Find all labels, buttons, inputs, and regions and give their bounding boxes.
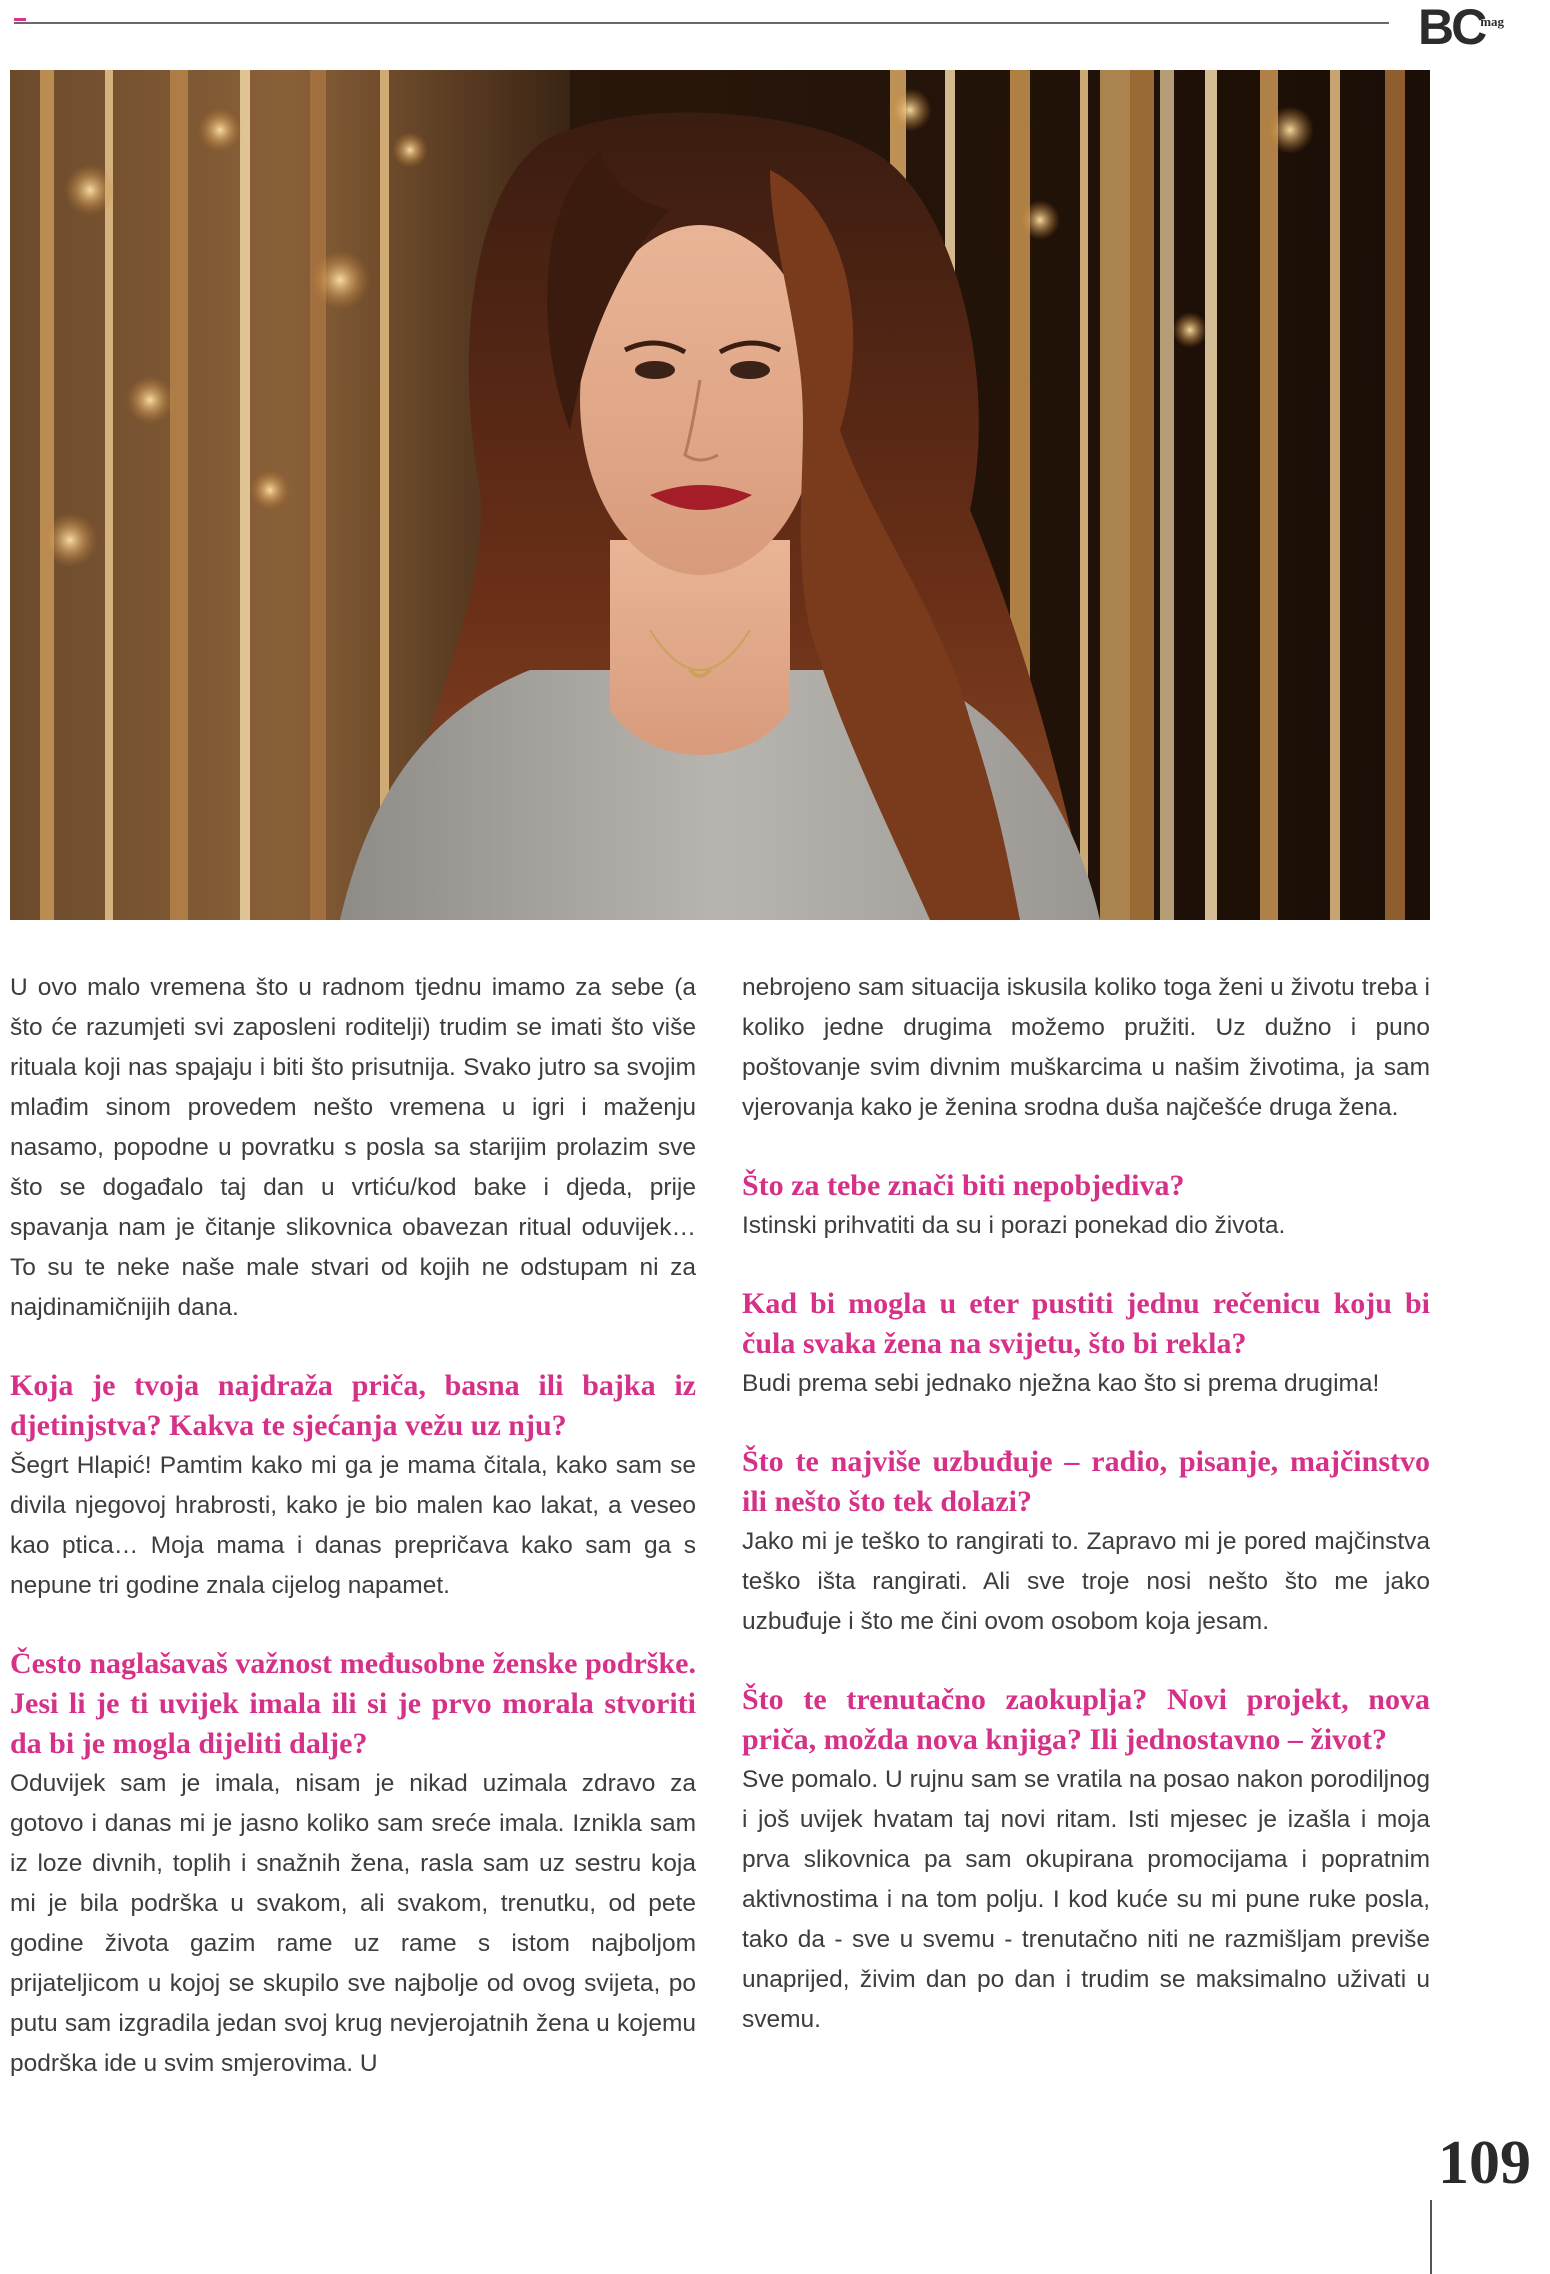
- corner-mark: [14, 18, 26, 21]
- page-number: 109: [1438, 2129, 1531, 2197]
- question-heading: Što te trenutačno zaokuplja? Novi projekt, nova priča, možda nova knjiga? Ili jednostavno – život?: [742, 1683, 1430, 1756]
- answer-paragraph: Budi prema sebi jednako nježna kao što si prema drugima!: [742, 1370, 1380, 1397]
- question-heading: Kad bi mogla u eter pustiti jednu rečenicu koju bi čula svaka žena na svijetu, što bi rekla?: [742, 1287, 1430, 1360]
- column-left: [10, 968, 696, 2084]
- answer-paragraph: Oduvijek sam je imala, nisam je nikad uzimala zdravo za gotovo i danas mi je jasno koliko sam sreće imala. Iznikla sam iz loze divnih, toplih i snažnih žena, rasla sam uz sestru koja mi je bila podrška u svakom, ali svakom, trenutku, od pete godine života gazim rame uz rame s istom najboljom prijateljicom u kojoj se skupilo sve najbolje od ovog svijeta, po putu sam izgradila jedan svoj krug nevjerojatnih žena u kojemu podrška ide u svim smjerovima. U: [10, 1770, 696, 2077]
- intro-paragraph: U ovo malo vremena što u radnom tjednu imamo za sebe (a što će razumjeti svi zaposleni roditelji) trudim se imati što više rituala koji nas spajaju i biti što prisutnija. Svako jutro sa svojim mlađim sinom provedem nešto vremena u igri i maženju nasamo, popodne u povratku s posla sa starijim prolazim sve što se događalo taj dan u vrtiću/kod bake i djeda, prije spavanja nam je čitanje slikovnica obavezan ritual oduvijek… To su te neke naše male stvari od kojih ne odstupam ni za najdinamičnijih dana.: [10, 974, 696, 1321]
- portrait-illustration: [10, 70, 1430, 920]
- question-heading: Često naglašavaš važnost međusobne ženske podrške. Jesi li je ti uvijek imala ili si je prvo morala stvoriti da bi je mogla dijeliti dalje?: [10, 1647, 696, 1760]
- header-rule: [14, 22, 1389, 24]
- question-heading: Koja je tvoja najdraža priča, basna ili bajka iz djetinjstva? Kakva te sjećanja vežu uz nju?: [10, 1369, 696, 1442]
- answer-paragraph: Istinski prihvatiti da su i porazi ponekad dio života.: [742, 1212, 1286, 1239]
- answer-paragraph: Sve pomalo. U rujnu sam se vratila na posao nakon porodiljnog i još uvijek hvatam taj novi ritam. Isti mjesec je izašla i moja prva slikovnica pa sam okupirana promocijama i popratnim aktivnostima i na tom polju. I kod kuće su mi pune ruke posla, tako da - sve u svemu - trenutačno niti ne razmišljam previše unaprijed, živim dan po dan i trudim se maksimalno uživati u svemu.: [742, 1766, 1430, 2033]
- portrait-photo: [10, 70, 1430, 920]
- page-number-rule: [1430, 2200, 1432, 2274]
- logo-sub: mag: [1480, 14, 1505, 29]
- magazine-logo: [1418, 0, 1504, 60]
- logo-text: BC: [1418, 0, 1485, 55]
- answer-paragraph: Šegrt Hlapić! Pamtim kako mi ga je mama čitala, kako sam se divila njegovoj hrabrosti, kako je bio malen kao lakat, a veseo kao ptica… Moja mama i danas prepričava kako sam ga s nepune tri godine znala cijelog napamet.: [10, 1452, 696, 1599]
- question-heading: Što za tebe znači biti nepobjediva?: [742, 1169, 1185, 1202]
- answer-paragraph: Jako mi je teško to rangirati to. Zapravo mi je pored majčinstva teško išta rangirati. Ali sve troje nosi nešto što me jako uzbuđuje i što me čini ovom osobom koja jesam.: [742, 1528, 1430, 1635]
- column-right: [742, 968, 1430, 2040]
- question-heading: Što te najviše uzbuđuje – radio, pisanje, majčinstvo ili nešto što tek dolazi?: [742, 1445, 1430, 1518]
- answer-paragraph: nebrojeno sam situacija iskusila koliko toga ženi u životu treba i koliko jedne drugima možemo pružiti. Uz dužno i puno poštovanje svim divnim muškarcima u našim životima, ja sam vjerovanja kako je ženina srodna duša najčešće druga žena.: [742, 974, 1430, 1121]
